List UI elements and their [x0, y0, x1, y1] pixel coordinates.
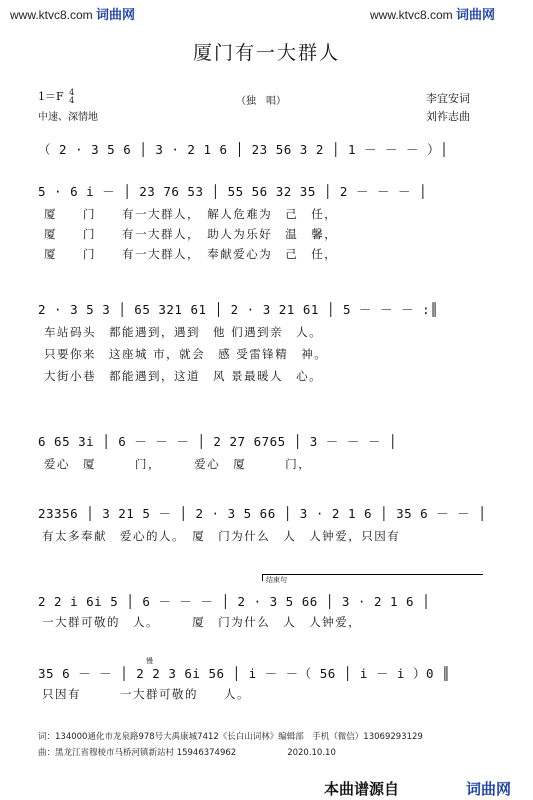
lyrics-row-1-verse-1: 厦 门 有一大群人， 解人危难为 己 任，	[44, 207, 338, 221]
time-bottom: 4	[69, 96, 75, 105]
slow-marker: 慢	[146, 657, 153, 665]
composer: 刘祚志曲	[426, 110, 470, 123]
footer-lyricist-contact: 词：134000通化市龙泉路978号大禹康城7412《长白山词林》编辑部 手机（微信）13069293129	[38, 732, 423, 742]
lyricist: 李宜安词	[426, 92, 470, 105]
watermark-right-cn: 词曲网	[456, 7, 496, 22]
source-banner-label: 本曲谱源自	[324, 780, 400, 798]
time-signature	[69, 89, 74, 105]
time-top: 4	[69, 88, 75, 97]
notation-row-4: 23356 │ 3 21 5 － │ 2 · 3 5 66 │ 3 · 2 1 6 │ 35 6 － － │	[38, 506, 487, 521]
lyrics-row-2-verse-3: 大街小巷 都能遇到，这道 风 景最暖人 心。	[44, 369, 323, 383]
lyrics-row-4: 有太多奉献 爱心的人。 厦 门为什么 人 人钟爱，只因有	[42, 529, 401, 543]
watermark-left-cn: 词曲网	[96, 7, 136, 22]
watermark-right	[370, 4, 495, 23]
lyrics-row-2-verse-2: 只要你来 这座城 市，就会 感 受雷锋精 神。	[44, 347, 328, 361]
lyrics-row-3: 爱心 厦 门， 爱心 厦 门，	[44, 457, 312, 471]
footer-composer-contact: 曲：黑龙江省穆棱市马桥河镇新站村 15946374962 2020.10.10	[38, 748, 336, 758]
key-label: 1＝F	[38, 90, 64, 103]
watermark-right-url: www.ktvc8.com	[370, 8, 453, 22]
lyrics-row-6: 只因有 一大群可敬的 人。	[42, 687, 250, 701]
watermark-left-url: www.ktvc8.com	[10, 8, 93, 22]
lyrics-row-2-verse-1: 车站码头 都能遇到，遇到 他 们遇到亲 人。	[44, 325, 323, 339]
notation-row-3: 6 65 3i │ 6 － － － │ 2 27 6765 │ 3 － － － │	[38, 434, 397, 449]
performance-style: （独 唱）	[236, 96, 286, 107]
source-banner-site: 词曲网	[466, 781, 512, 798]
lyrics-row-1-verse-3: 厦 门 有一大群人， 奉献爱心为 己 任，	[44, 247, 338, 261]
tempo-marking: 中速、深情地	[38, 112, 98, 123]
notation-row-6: 35 6 － － │ 2 2 3 6i 56 │ i － －（ 56 │ i － i ）0 ║	[38, 666, 451, 681]
song-title: 厦门有一大群人	[192, 42, 340, 64]
notation-intro: （ 2 · 3 5 6 │ 3 · 2 1 6 │ 23 56 3 2 │ 1 － － － ）│	[38, 142, 449, 157]
key-signature	[38, 88, 74, 105]
lyrics-row-1-verse-2: 厦 门 有一大群人， 助人为乐好 温 馨，	[44, 227, 338, 241]
notation-row-5: 2 2 i 6i 5 │ 6 － － － │ 2 · 3 5 66 │ 3 · 2 1 6 │	[38, 594, 431, 609]
watermark-left	[10, 4, 135, 23]
ending-bracket	[262, 574, 483, 581]
ending-marker: 结束句	[266, 576, 287, 584]
notation-row-2: 2 · 3 5 3 │ 65 321 61 │ 2 · 3 21 61 │ 5 － － － :║	[38, 302, 439, 317]
notation-row-1: 5 · 6 i － │ 23 76 53 │ 55 56 32 35 │ 2 － － － │	[38, 184, 428, 199]
lyrics-row-5: 一大群可敬的 人。 厦 门为什么 人 人钟爱，	[42, 615, 362, 629]
